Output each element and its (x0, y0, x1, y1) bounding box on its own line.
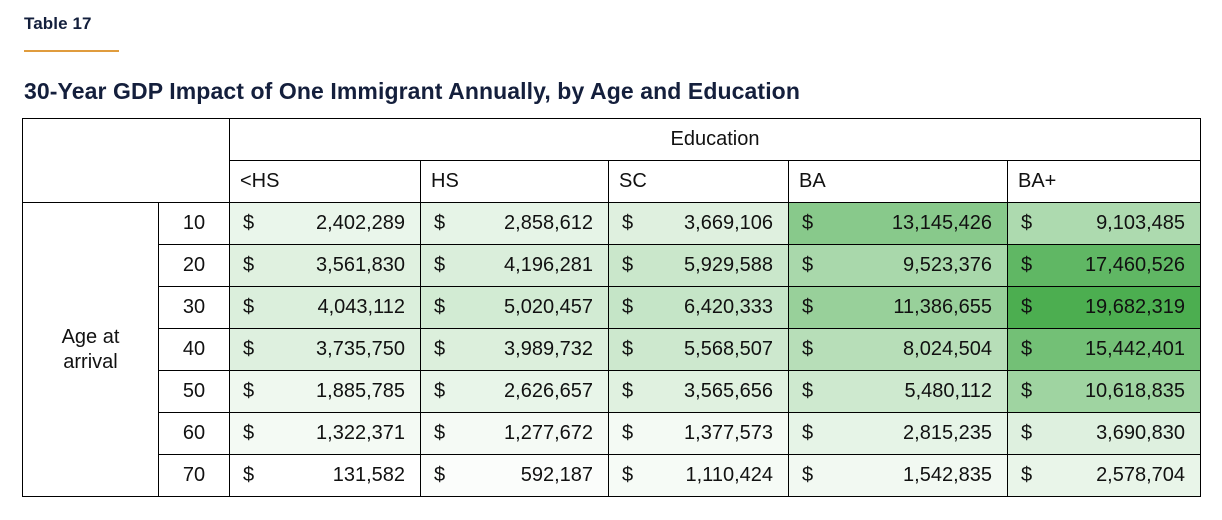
value-cell (230, 371, 421, 413)
value-amount: 17,460,526 (1084, 254, 1186, 276)
age-cell: 70 (159, 455, 230, 497)
value-amount: 8,024,504 (903, 338, 992, 360)
age-cell: 40 (159, 329, 230, 371)
value-cell (609, 287, 789, 329)
value-amount: 1,885,785 (316, 380, 405, 402)
value-amount: 2,626,657 (504, 380, 593, 402)
value-cell (421, 287, 609, 329)
value-amount: 5,480,112 (904, 380, 992, 402)
value-cell (789, 329, 1008, 371)
page-title: 30-Year GDP Impact of One Immigrant Annually, by Age and Education (24, 78, 800, 104)
dollar-sign: $ (1021, 464, 1033, 486)
age-cell: 60 (159, 413, 230, 455)
dollar-sign: $ (622, 380, 634, 402)
value-cell (789, 455, 1008, 497)
dollar-sign: $ (434, 254, 446, 276)
value-amount: 1,110,424 (685, 464, 773, 486)
dollar-sign: $ (434, 380, 446, 402)
education-col-header: HS (421, 161, 609, 203)
value-cell (1008, 287, 1201, 329)
education-group-row (23, 119, 1201, 161)
table-number-label: Table 17 (24, 14, 92, 33)
value-cell (789, 203, 1008, 245)
value-cell (609, 371, 789, 413)
age-at-arrival-label: Age at arrival (23, 203, 159, 497)
value-amount: 5,020,457 (504, 296, 593, 318)
value-amount: 1,377,573 (684, 422, 773, 444)
dollar-sign: $ (622, 212, 634, 234)
dollar-sign: $ (802, 254, 814, 276)
dollar-sign: $ (243, 464, 255, 486)
value-amount: 592,187 (520, 464, 593, 486)
value-cell (421, 203, 609, 245)
value-cell (789, 287, 1008, 329)
value-cell (789, 371, 1008, 413)
corner-empty-cell (23, 119, 230, 203)
value-cell (1008, 245, 1201, 287)
value-amount: 3,989,732 (504, 338, 593, 360)
value-cell (230, 455, 421, 497)
dollar-sign: $ (622, 254, 634, 276)
dollar-sign: $ (802, 380, 814, 402)
value-amount: 4,196,281 (504, 254, 593, 276)
value-amount: 6,420,333 (684, 296, 773, 318)
dollar-sign: $ (622, 296, 634, 318)
dollar-sign: $ (1021, 212, 1033, 234)
age-cell: 30 (159, 287, 230, 329)
dollar-sign: $ (802, 296, 814, 318)
gdp-impact-table (22, 118, 1201, 497)
education-col-header: BA (789, 161, 1008, 203)
value-amount: 1,542,835 (903, 464, 992, 486)
value-cell (421, 371, 609, 413)
value-cell (230, 203, 421, 245)
value-cell (609, 455, 789, 497)
value-cell (230, 413, 421, 455)
value-cell (421, 455, 609, 497)
table-row (23, 203, 1201, 245)
value-cell (1008, 371, 1201, 413)
value-amount: 3,561,830 (316, 254, 405, 276)
dollar-sign: $ (1021, 380, 1033, 402)
value-cell (1008, 329, 1201, 371)
dollar-sign: $ (802, 422, 814, 444)
dollar-sign: $ (243, 254, 255, 276)
dollar-sign: $ (434, 296, 446, 318)
table-row (23, 329, 1201, 371)
dollar-sign: $ (243, 296, 255, 318)
value-amount: 10,618,835 (1084, 380, 1186, 402)
value-cell (421, 413, 609, 455)
dollar-sign: $ (622, 338, 634, 360)
dollar-sign: $ (802, 338, 814, 360)
dollar-sign: $ (1021, 422, 1033, 444)
age-cell: 20 (159, 245, 230, 287)
value-amount: 11,386,655 (893, 296, 992, 318)
dollar-sign: $ (622, 464, 634, 486)
dollar-sign: $ (434, 338, 446, 360)
value-cell (230, 329, 421, 371)
education-group-header: Education (230, 119, 1201, 161)
value-amount: 2,578,704 (1096, 464, 1186, 486)
table-row (23, 413, 1201, 455)
value-cell (609, 413, 789, 455)
value-amount: 3,690,830 (1096, 422, 1186, 444)
value-cell (1008, 203, 1201, 245)
value-amount: 3,735,750 (316, 338, 405, 360)
value-cell (230, 245, 421, 287)
value-amount: 9,103,485 (1096, 212, 1186, 234)
value-amount: 131,582 (332, 464, 405, 486)
value-amount: 13,145,426 (891, 212, 992, 234)
dollar-sign: $ (243, 338, 255, 360)
dollar-sign: $ (622, 422, 634, 444)
value-cell (1008, 455, 1201, 497)
value-cell (609, 329, 789, 371)
dollar-sign: $ (802, 464, 814, 486)
value-cell (789, 245, 1008, 287)
value-cell (1008, 413, 1201, 455)
dollar-sign: $ (1021, 254, 1033, 276)
value-cell (421, 245, 609, 287)
table-row (23, 287, 1201, 329)
value-amount: 9,523,376 (903, 254, 992, 276)
dollar-sign: $ (434, 422, 446, 444)
dollar-sign: $ (1021, 338, 1033, 360)
age-cell: 10 (159, 203, 230, 245)
value-amount: 2,815,235 (903, 422, 992, 444)
dollar-sign: $ (802, 212, 814, 234)
value-amount: 15,442,401 (1084, 338, 1186, 360)
age-cell: 50 (159, 371, 230, 413)
value-amount: 3,565,656 (684, 380, 773, 402)
value-cell (789, 413, 1008, 455)
value-amount: 2,858,612 (504, 212, 593, 234)
education-col-header: BA+ (1008, 161, 1201, 203)
table-row (23, 455, 1201, 497)
dollar-sign: $ (243, 422, 255, 444)
table-body (23, 203, 1201, 497)
value-amount: 5,929,588 (684, 254, 773, 276)
value-amount: 1,322,371 (316, 422, 405, 444)
value-cell (230, 287, 421, 329)
dollar-sign: $ (434, 212, 446, 234)
accent-rule (24, 50, 119, 52)
value-amount: 1,277,672 (504, 422, 593, 444)
dollar-sign: $ (243, 212, 255, 234)
value-cell (609, 245, 789, 287)
value-amount: 4,043,112 (317, 296, 405, 318)
value-cell (609, 203, 789, 245)
value-cell (421, 329, 609, 371)
education-col-header: <HS (230, 161, 421, 203)
value-amount: 3,669,106 (684, 212, 773, 234)
value-amount: 2,402,289 (316, 212, 405, 234)
table-row (23, 245, 1201, 287)
dollar-sign: $ (243, 380, 255, 402)
table-row (23, 371, 1201, 413)
dollar-sign: $ (1021, 296, 1033, 318)
value-amount: 19,682,319 (1084, 296, 1186, 318)
value-amount: 5,568,507 (684, 338, 773, 360)
education-col-header: SC (609, 161, 789, 203)
dollar-sign: $ (434, 464, 446, 486)
